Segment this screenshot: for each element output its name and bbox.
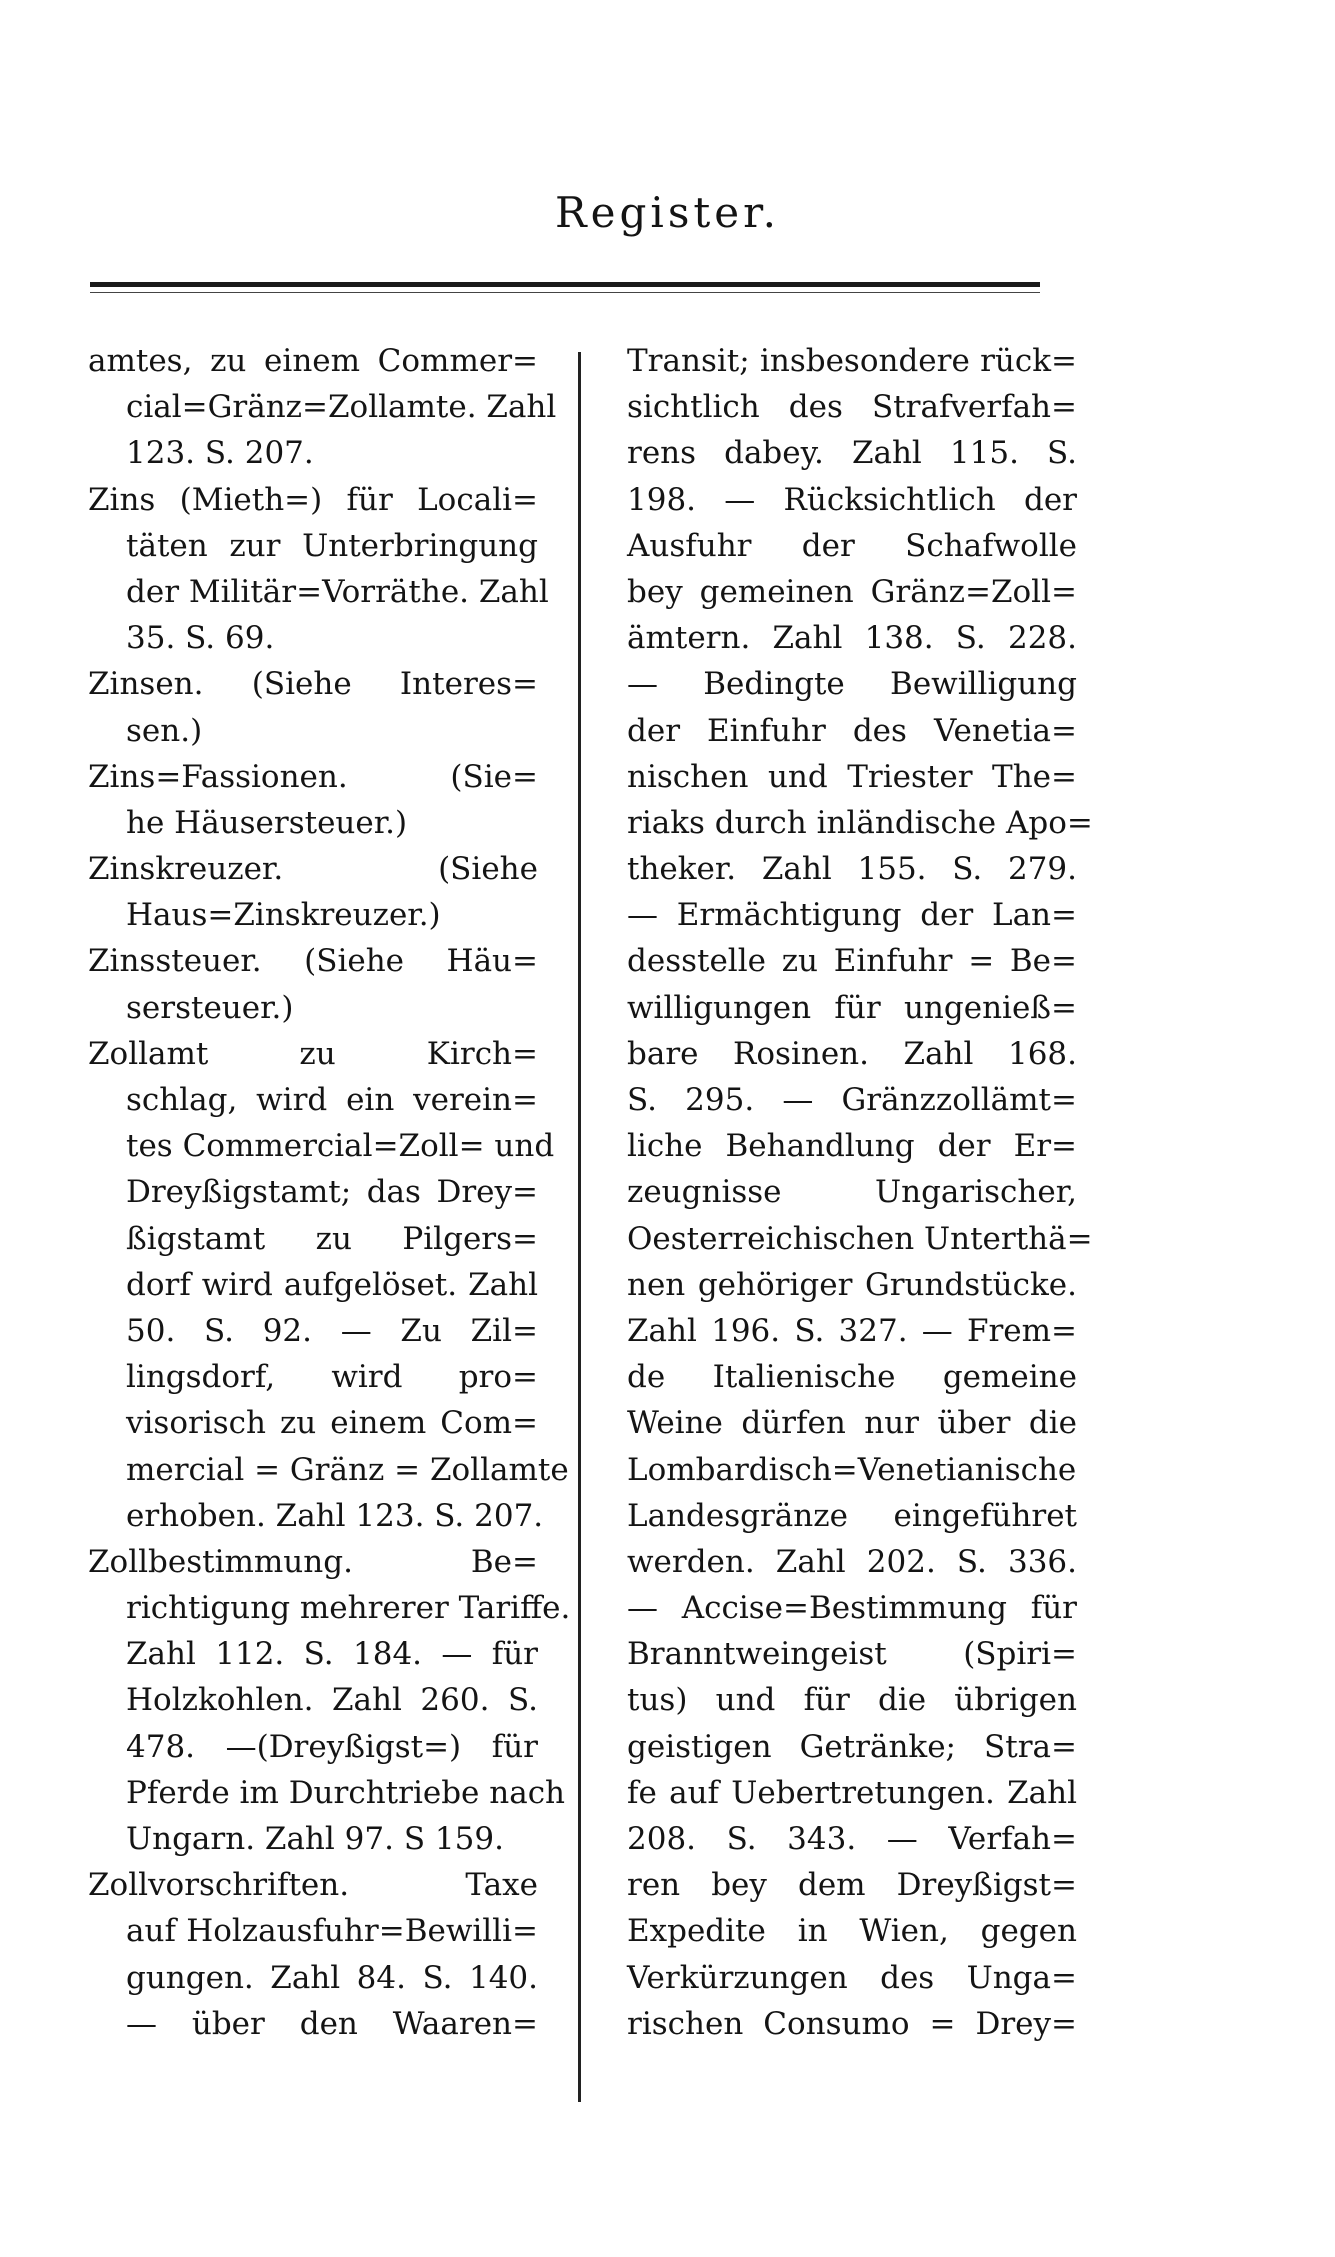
left-column-line: mercial = Gränz = Zollamte bbox=[126, 1451, 569, 1488]
left-column-line: Haus=Zinskreuzer.) bbox=[126, 897, 441, 934]
left-column-line: — über den Waaren= bbox=[126, 2005, 538, 2042]
right-column-line: willigungen für ungenieß= bbox=[627, 989, 1077, 1026]
left-column-line: Zins (Mieth=) für Locali= bbox=[88, 481, 538, 518]
right-column-line: rens dabey. Zahl 115. S. bbox=[627, 435, 1077, 472]
left-column-line: gungen. Zahl 84. S. 140. bbox=[126, 1959, 538, 1996]
left-column-line: 123. S. 207. bbox=[126, 435, 314, 472]
left-column-line: Zins=Fassionen. (Sie= bbox=[88, 758, 538, 795]
column-divider bbox=[578, 352, 581, 2102]
header-rule-thin bbox=[90, 292, 1040, 293]
left-column-line: der Militär=Vorräthe. Zahl bbox=[126, 573, 549, 610]
right-column-line: theker. Zahl 155. S. 279. bbox=[627, 851, 1077, 888]
left-column-line: Zahl 112. S. 184. — für bbox=[126, 1636, 538, 1673]
left-column-line: Zinssteuer. (Siehe Häu= bbox=[88, 943, 538, 980]
left-column-line: täten zur Unterbringung bbox=[126, 527, 538, 564]
right-column-line: fe auf Uebertretungen. Zahl bbox=[627, 1774, 1077, 1811]
right-column-line: tus) und für die übrigen bbox=[627, 1682, 1077, 1719]
left-column-line: he Häusersteuer.) bbox=[126, 804, 408, 841]
right-column-line: werden. Zahl 202. S. 336. bbox=[627, 1543, 1077, 1580]
right-column-line: Transit; insbesondere rück= bbox=[627, 343, 1077, 379]
left-column-line: Zinsen. (Siehe Interes= bbox=[88, 666, 538, 703]
right-column-line: 208. S. 343. — Verfah= bbox=[627, 1821, 1077, 1857]
right-column-line: Branntweingeist (Spiri= bbox=[627, 1636, 1077, 1673]
right-column-line: — Ermächtigung der Lan= bbox=[627, 897, 1077, 934]
left-column-line: visorisch zu einem Com= bbox=[126, 1405, 538, 1442]
right-column-line: Ausfuhr der Schafwolle bbox=[627, 527, 1077, 564]
right-column-line: desstelle zu Einfuhr = Be= bbox=[627, 943, 1077, 980]
right-column-line: geistigen Getränke; Stra= bbox=[627, 1728, 1077, 1765]
left-column-line: 478. —(Dreyßigst=) für bbox=[126, 1728, 538, 1765]
right-column-line: liche Behandlung der Er= bbox=[627, 1128, 1077, 1165]
left-column-line: ßigstamt zu Pilgers= bbox=[126, 1220, 538, 1257]
right-column bbox=[627, 338, 1093, 2047]
right-column-line: Lombardisch=Venetianische bbox=[627, 1451, 1077, 1488]
right-column-line: rischen Consumo = Drey= bbox=[627, 2005, 1077, 2042]
right-column-line: nischen und Triester The= bbox=[627, 758, 1077, 795]
left-column-line: Zollamt zu Kirch= bbox=[88, 1035, 538, 1072]
left-column-line: cial=Gränz=Zollamte. Zahl bbox=[126, 389, 557, 426]
left-column-line: 35. S. 69. bbox=[126, 620, 275, 657]
right-column-line: S. 295. — Gränzzollämt= bbox=[627, 1082, 1077, 1118]
left-column-line: Zinskreuzer. (Siehe bbox=[88, 851, 538, 888]
right-column-line: Oesterreichischen Unterthä= bbox=[627, 1220, 1093, 1257]
left-column-line: Ungarn. Zahl 97. S 159. bbox=[126, 1821, 504, 1857]
right-column-line: riaks durch inländische Apo= bbox=[627, 804, 1093, 841]
left-column-line: auf Holzausfuhr=Bewilli= bbox=[126, 1913, 538, 1950]
left-column-line: Pferde im Durchtriebe nach bbox=[126, 1774, 566, 1811]
right-column-line: bey gemeinen Gränz=Zoll= bbox=[627, 573, 1077, 610]
left-column-line: sen.) bbox=[126, 712, 203, 749]
left-column-line: lingsdorf, wird pro= bbox=[126, 1359, 538, 1396]
right-column-line: — Accise=Bestimmung für bbox=[627, 1590, 1077, 1627]
right-column-line: sichtlich des Strafverfah= bbox=[627, 389, 1077, 426]
left-column-line: erhoben. Zahl 123. S. 207. bbox=[126, 1497, 544, 1534]
right-column-line: zeugnisse Ungarischer, bbox=[627, 1174, 1077, 1211]
left-column-line: sersteuer.) bbox=[126, 989, 294, 1026]
right-column-line: ren bey dem Dreyßigst= bbox=[627, 1867, 1077, 1904]
right-column-line: Weine dürfen nur über die bbox=[627, 1405, 1077, 1442]
left-column-line: dorf wird aufgelöset. Zahl bbox=[126, 1266, 538, 1303]
right-column-line: nen gehöriger Grundstücke. bbox=[627, 1266, 1077, 1303]
page-header: Register. bbox=[555, 188, 780, 237]
left-column-line: schlag, wird ein verein= bbox=[126, 1082, 538, 1118]
left-column-line: Holzkohlen. Zahl 260. S. bbox=[126, 1682, 538, 1719]
left-column-line: Zollbestimmung. Be= bbox=[88, 1543, 538, 1580]
right-column-line: Expedite in Wien, gegen bbox=[627, 1913, 1077, 1950]
right-column-line: der Einfuhr des Venetia= bbox=[627, 712, 1077, 749]
left-column-line: 50. S. 92. — Zu Zil= bbox=[126, 1312, 538, 1349]
right-column-line: de Italienische gemeine bbox=[627, 1359, 1077, 1396]
right-column-line: Landesgränze eingeführet bbox=[627, 1497, 1077, 1534]
right-column-line: Zahl 196. S. 327. — Frem= bbox=[627, 1312, 1077, 1349]
right-column-line: ämtern. Zahl 138. S. 228. bbox=[627, 620, 1077, 657]
header-rule bbox=[90, 282, 1040, 287]
left-column-line: richtigung mehrerer Tariffe. bbox=[126, 1590, 571, 1627]
left-column-line: tes Commercial=Zoll= und bbox=[126, 1128, 555, 1165]
left-column-line: amtes, zu einem Commer= bbox=[88, 343, 538, 379]
left-column-line: Dreyßigstamt; das Drey= bbox=[126, 1174, 538, 1211]
right-column-line: 198. — Rücksichtlich der bbox=[627, 481, 1077, 518]
right-column-line: — Bedingte Bewilligung bbox=[627, 666, 1077, 703]
right-column-line: Verkürzungen des Unga= bbox=[627, 1959, 1077, 1996]
left-column bbox=[88, 338, 571, 2047]
left-column-line: Zollvorschriften. Taxe bbox=[88, 1867, 538, 1904]
right-column-line: bare Rosinen. Zahl 168. bbox=[627, 1035, 1077, 1072]
